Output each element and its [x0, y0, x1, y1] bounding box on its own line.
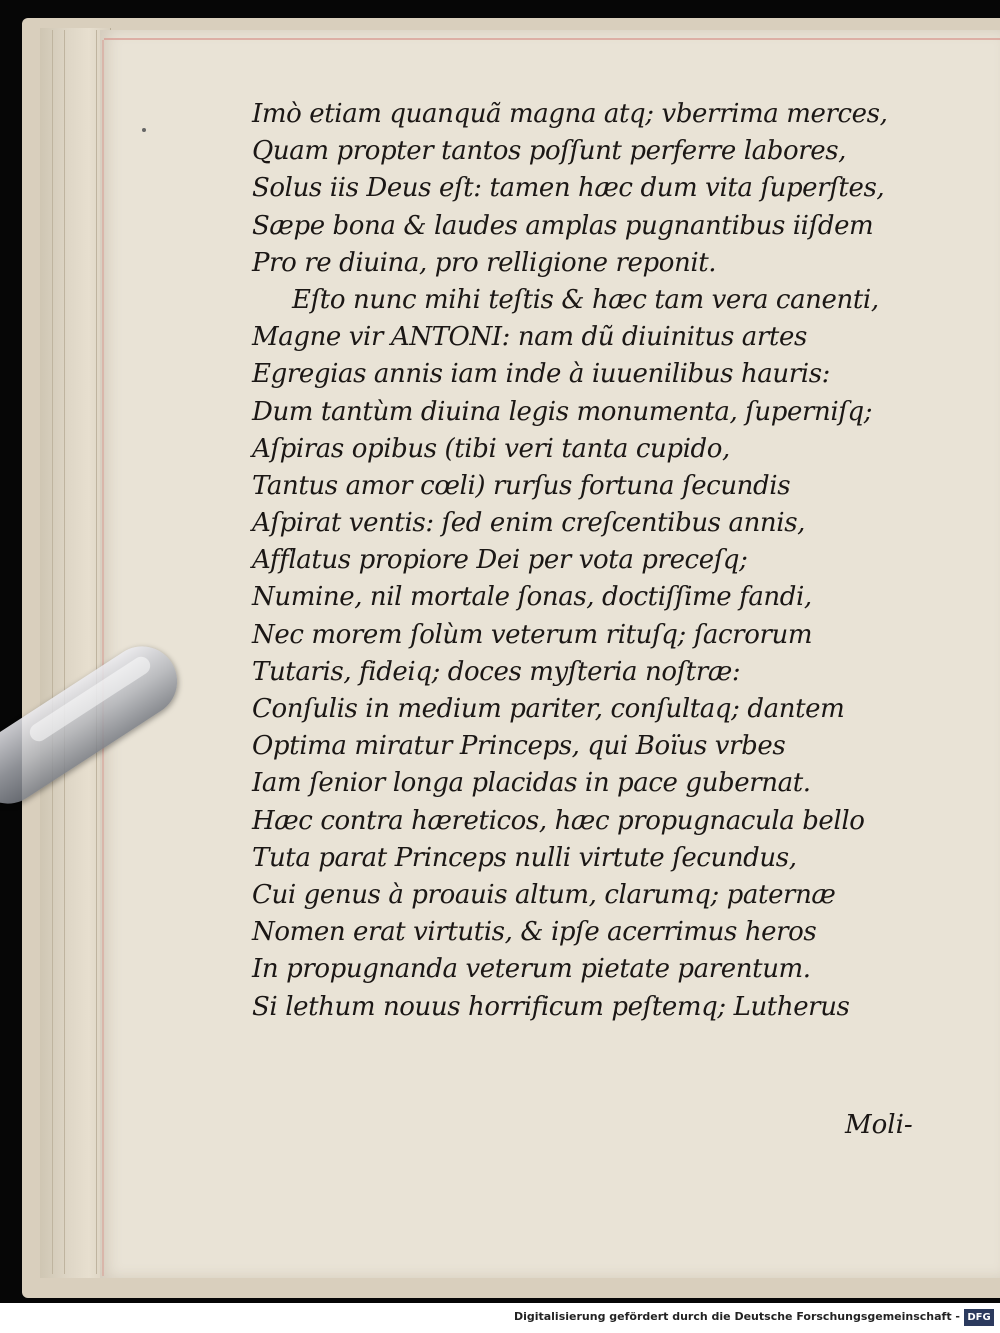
page-top-edge [104, 38, 1000, 40]
verse-line: Solus iis Deus eſt: tamen hæc dum vita ſuperſtes, [252, 173, 885, 204]
verse-line: Magne vir ANTONI: nam dũ diuinitus artes [252, 322, 807, 353]
verse-line: Nec morem ſolùm veterum rituſq; ſacrorum [252, 619, 813, 650]
verse-line: Quam propter tantos poſſunt perferre labores, [252, 136, 847, 167]
verse-line: Aſpirat ventis: ſed enim creſcentibus annis, [252, 508, 806, 539]
page-edge-line [96, 30, 97, 1274]
verse-line: Tantus amor cœli) rurſus fortuna ſecundis [252, 470, 791, 501]
verse-line: Numine, nil mortale ſonas, doctiſſime fandi, [252, 582, 812, 613]
verse-line: Tutaris, fideiq; doces myſteria noſtræ: [252, 656, 741, 687]
verse-line: Tuta parat Princeps nulli virtute ſecundus, [252, 842, 797, 873]
verse-line: Si lethum nouus horrificum peſtemq; Lutherus [252, 991, 850, 1022]
verse-line: Nomen erat virtutis, & ipſe acerrimus heros [252, 917, 817, 948]
verse-line: Pro re diuina, pro relligione reponit. [252, 247, 717, 278]
verse-line: Afflatus propiore Dei per vota preceſq; [252, 545, 748, 576]
verse-line: Cui genus à proauis altum, clarumq; paternæ [252, 879, 836, 910]
funding-credit: Digitalisierung gefördert durch die Deutsche Forschungsgemeinschaft - [513, 1310, 960, 1323]
page-edge-line [52, 30, 53, 1274]
catchword: Moli- [845, 1110, 913, 1140]
verse-line: Dum tantùm diuina legis monumenta, ſuperniſq; [252, 396, 873, 427]
verse-line: Iam ſenior longa placidas in pace gubernat. [252, 768, 811, 799]
verse-line: Imò etiam quanquã magna atq; vberrima merces, [252, 99, 888, 129]
verse-line: Egregias annis iam inde à iuuenilibus hauris: [252, 359, 830, 390]
verse-line: Eſto nunc mihi teſtis & hæc tam vera canenti, [292, 284, 879, 315]
verse-text [252, 96, 952, 1026]
verse-line: Aſpiras opibus (tibi veri tanta cupido, [252, 433, 730, 464]
verse-line: In propugnanda veterum pietate parentum. [252, 954, 811, 985]
verse-line: Sæpe bona & laudes amplas pugnantibus iiſdem [252, 210, 874, 241]
verse-line: Optima miratur Princeps, qui Boïus vrbes [252, 731, 786, 762]
dfg-logo: DFG [964, 1309, 994, 1326]
ink-speck [142, 128, 146, 132]
verse-line: Conſulis in medium pariter, conſultaq; dantem [252, 694, 845, 724]
verse-line: Hæc contra hæreticos, hæc propugnacula bello [252, 805, 865, 836]
page-left-edge [102, 40, 104, 1276]
page-edge-line [64, 30, 65, 1274]
footer-bar [0, 1303, 1000, 1333]
